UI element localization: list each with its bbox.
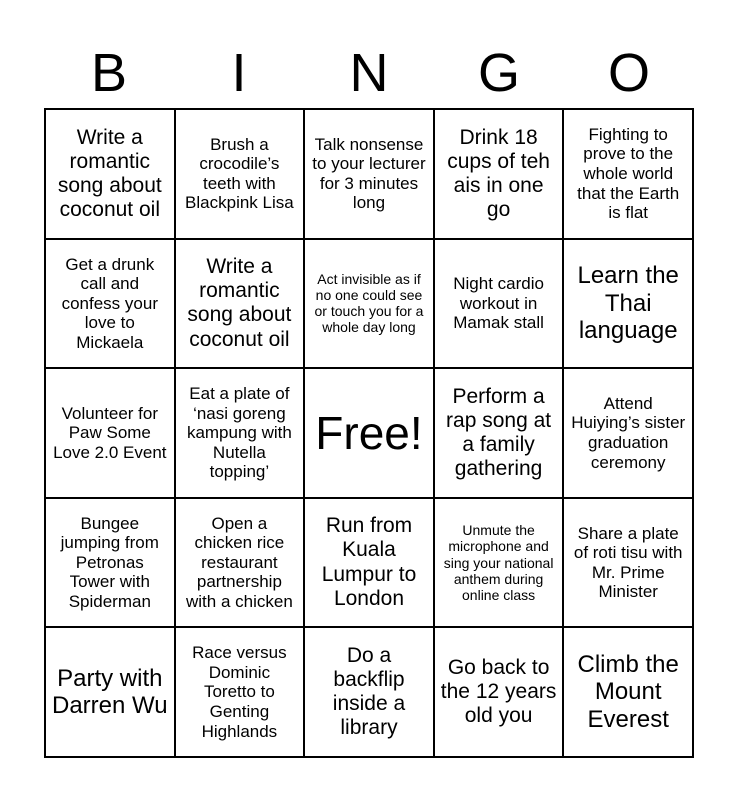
cell-text: Unmute the microphone and sing your national anthem during online class bbox=[443, 522, 554, 603]
header-letter-i: I bbox=[231, 43, 247, 103]
bingo-cell-free bbox=[304, 368, 434, 498]
cell-text: Write a romantic song about coconut oil bbox=[187, 255, 292, 351]
bingo-cell-r3-c5 bbox=[563, 368, 693, 498]
bingo-cell-r1-c1 bbox=[45, 109, 175, 239]
bingo-cell-r2-c4 bbox=[434, 239, 564, 369]
header-letter-n: N bbox=[349, 43, 389, 103]
bingo-grid bbox=[44, 108, 694, 758]
cell-text: Volunteer for Paw Some Love 2.0 Event bbox=[53, 403, 167, 462]
bingo-cell-r2-c2 bbox=[175, 239, 305, 369]
bingo-header bbox=[44, 40, 694, 106]
cell-text: Fighting to prove to the whole world that the Earth is flat bbox=[577, 124, 680, 223]
cell-text: Learn the Thai language bbox=[577, 262, 679, 345]
cell-text: Act invisible as if no one could see or touch you for a whole day long bbox=[314, 271, 424, 336]
bingo-cell-r4-c4 bbox=[434, 498, 564, 628]
bingo-cell-r5-c4 bbox=[434, 627, 564, 757]
bingo-cell-r3-c1 bbox=[45, 368, 175, 498]
cell-text: Write a romantic song about coconut oil bbox=[57, 125, 162, 221]
bingo-cell-r1-c4 bbox=[434, 109, 564, 239]
bingo-cell-r4-c5 bbox=[563, 498, 693, 628]
cell-text: Run from Kuala Lumpur to London bbox=[321, 514, 417, 610]
free-space-label: Free! bbox=[315, 406, 423, 459]
bingo-cell-r1-c3 bbox=[304, 109, 434, 239]
cell-text: Share a plate of roti tisu with Mr. Prime Minister bbox=[573, 523, 683, 602]
cell-text: Go back to the 12 years old you bbox=[440, 655, 557, 728]
bingo-cell-r3-c4 bbox=[434, 368, 564, 498]
bingo-cell-r5-c3 bbox=[304, 627, 434, 757]
cell-text: Night cardio workout in Mamak stall bbox=[453, 274, 544, 333]
bingo-cell-r4-c3 bbox=[304, 498, 434, 628]
bingo-cell-r4-c2 bbox=[175, 498, 305, 628]
cell-text: Perform a rap song at a family gathering bbox=[446, 384, 552, 481]
bingo-cell-r2-c1 bbox=[45, 239, 175, 369]
bingo-cell-r3-c2 bbox=[175, 368, 305, 498]
header-letter-g: G bbox=[477, 43, 520, 103]
cell-text: Climb the Mount Everest bbox=[577, 650, 679, 733]
cell-text: Eat a plate of ‘nasi goreng kampung with Nutella topping’ bbox=[186, 384, 292, 482]
cell-text: Open a chicken rice restaurant partnership with a chicken bbox=[186, 513, 293, 611]
bingo-cell-r5-c5 bbox=[563, 627, 693, 757]
cell-text: Do a backflip inside a library bbox=[332, 643, 406, 740]
cell-text: Attend Huiying’s sister graduation ceremony bbox=[571, 393, 686, 472]
bingo-cell-r4-c1 bbox=[45, 498, 175, 628]
bingo-cell-r1-c5 bbox=[563, 109, 693, 239]
cell-text: Bungee jumping from Petronas Tower with Spiderman bbox=[60, 513, 159, 611]
bingo-cell-r5-c2 bbox=[175, 627, 305, 757]
bingo-cell-r2-c5 bbox=[563, 239, 693, 369]
header-letter-b: B bbox=[90, 43, 128, 103]
header-letter-o: O bbox=[607, 43, 650, 103]
cell-text: Brush a crocodile’s teeth with Blackpink Lisa bbox=[185, 134, 294, 213]
cell-text: Party with Darren Wu bbox=[52, 664, 168, 720]
cell-text: Race versus Dominic Toretto to Genting Highlands bbox=[192, 643, 287, 741]
bingo-cell-r5-c1 bbox=[45, 627, 175, 757]
cell-text: Get a drunk call and confess your love to Mickaela bbox=[61, 254, 158, 352]
bingo-cell-r2-c3 bbox=[304, 239, 434, 369]
bingo-cell-r1-c2 bbox=[175, 109, 305, 239]
cell-text: Drink 18 cups of teh ais in one go bbox=[447, 125, 550, 221]
cell-text: Talk nonsense to your lecturer for 3 minutes long bbox=[312, 134, 426, 213]
